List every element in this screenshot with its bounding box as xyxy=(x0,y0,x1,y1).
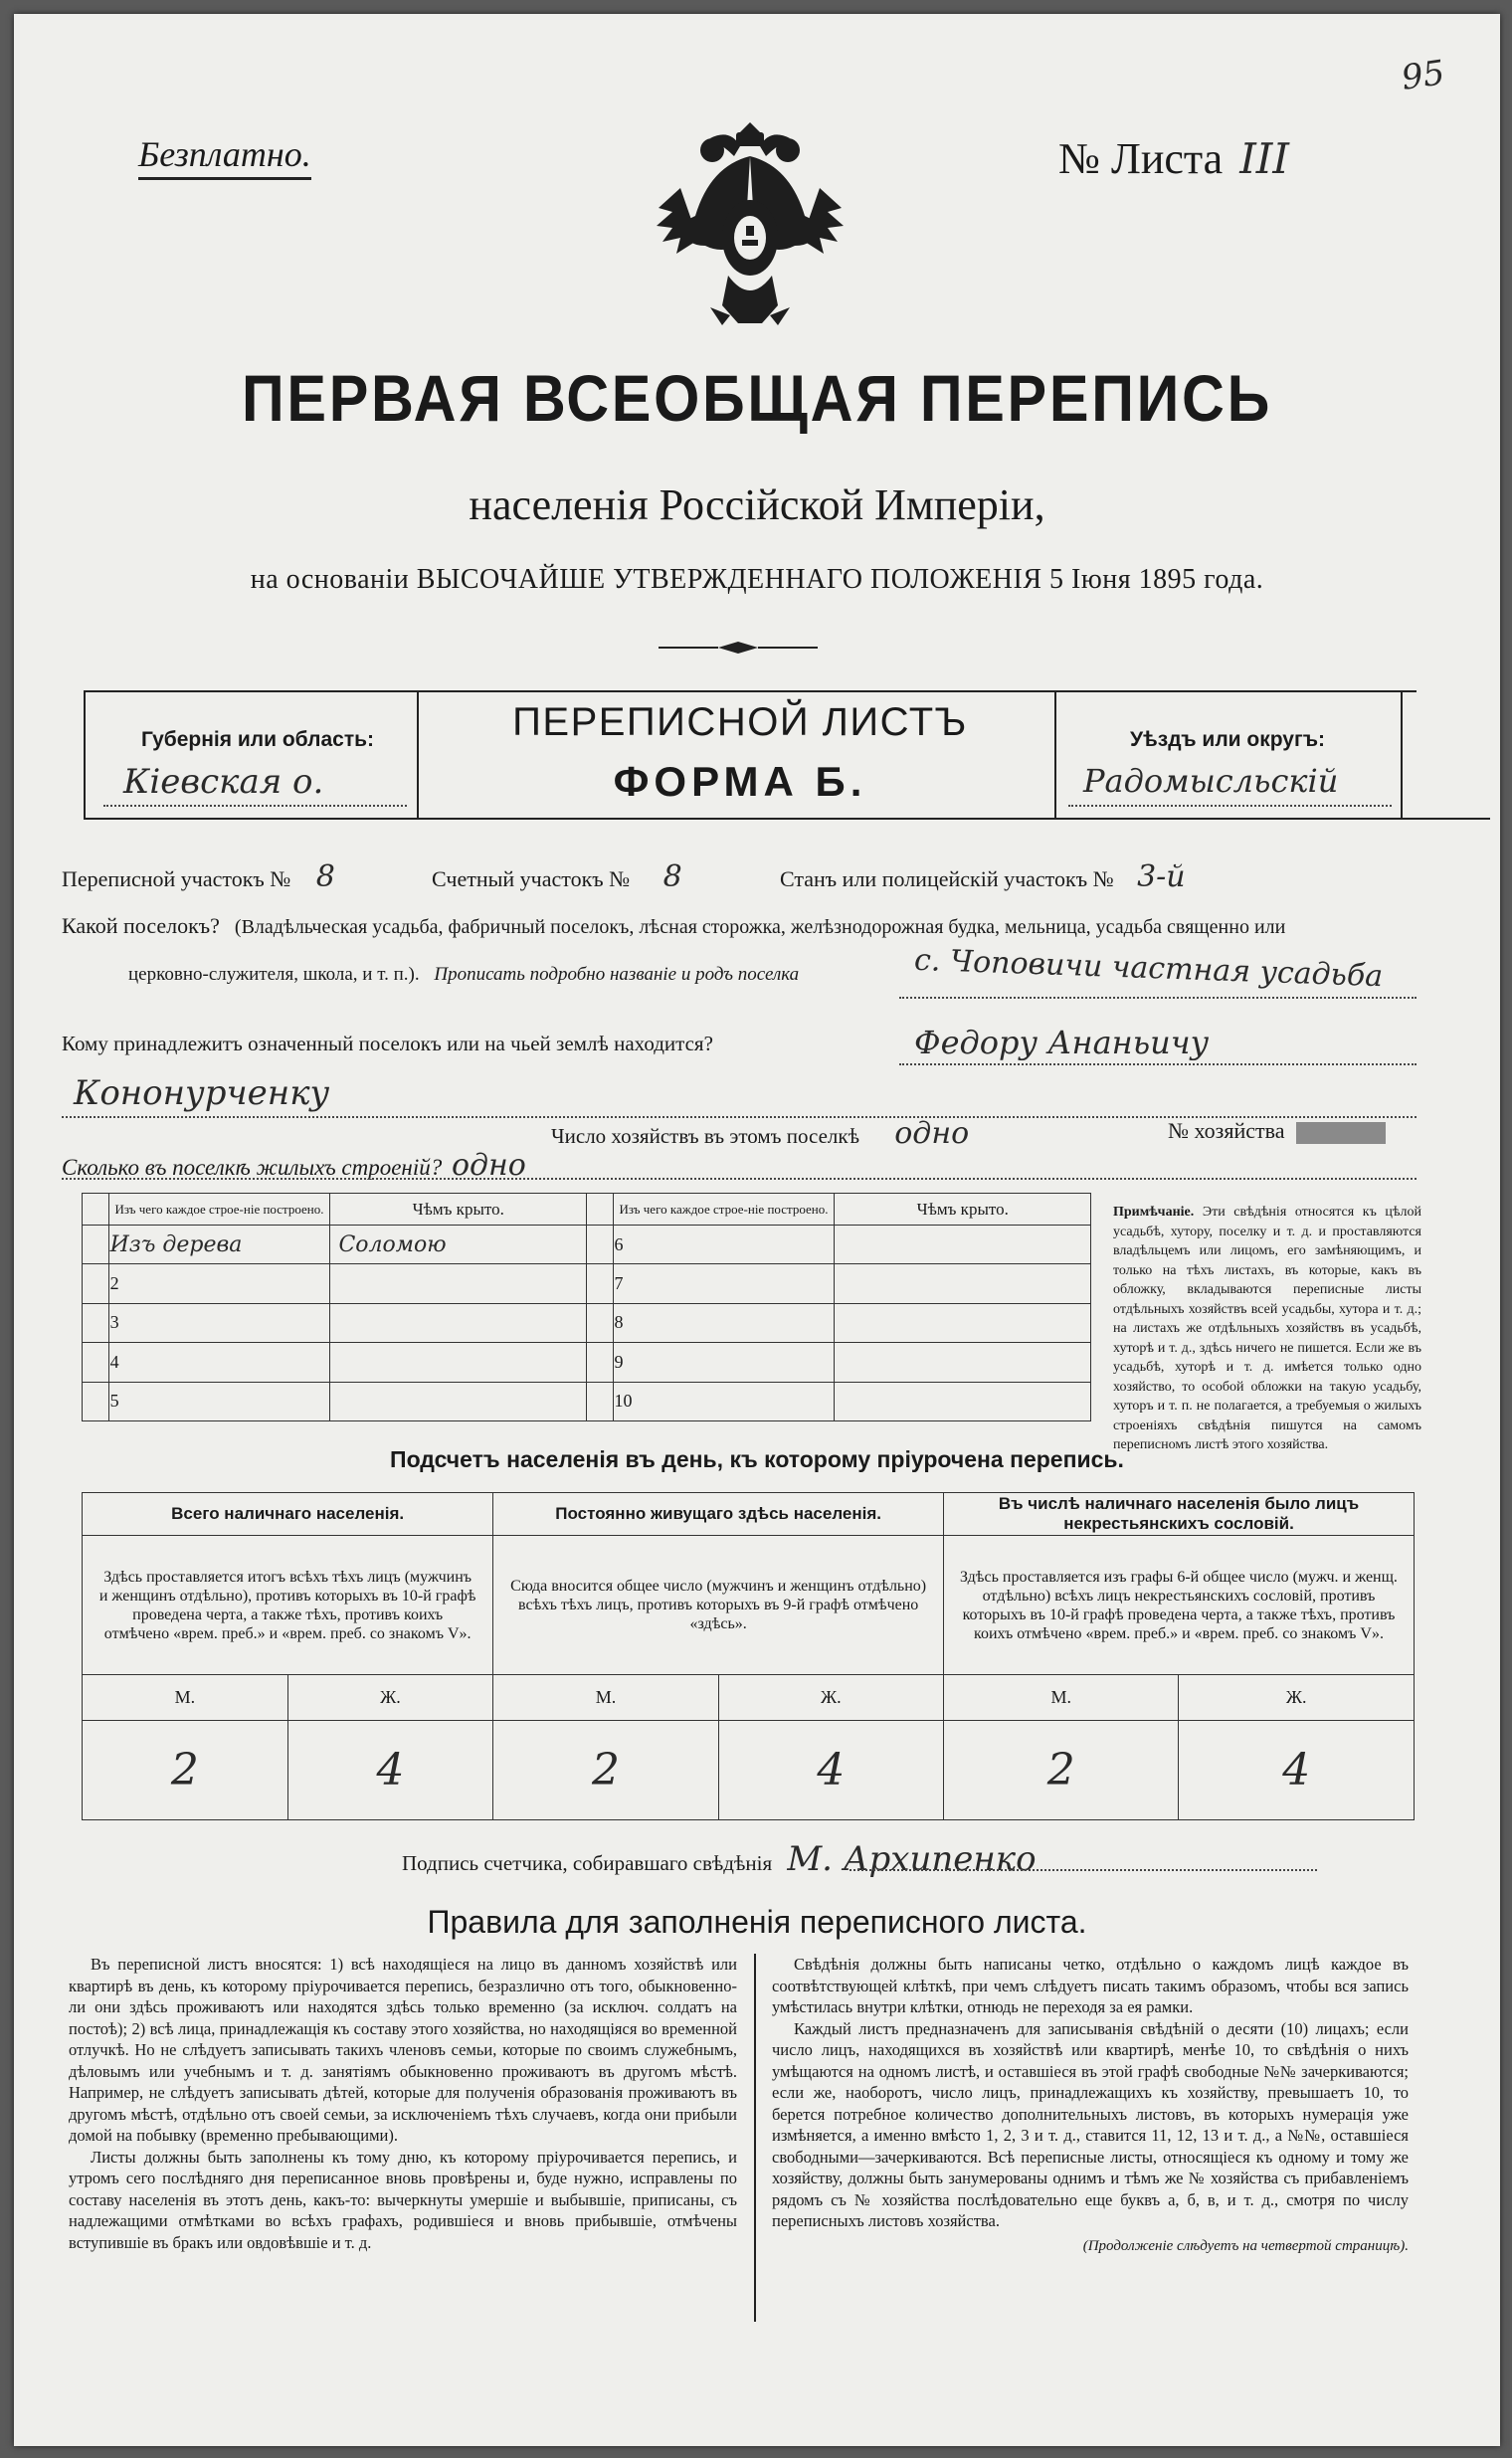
sheet-title: ПЕРЕПИСНОЙ ЛИСТЪ xyxy=(512,700,968,744)
households-field xyxy=(551,1116,969,1151)
census-section-label: Переписной участокъ № xyxy=(62,866,291,891)
district-line xyxy=(1068,805,1392,807)
pop-col3-title: Въ числѣ наличнаго населенія было лицъ некрестьянскихъ сословій. xyxy=(944,1493,1415,1536)
counting-section-value: 8 xyxy=(662,859,682,894)
table-row xyxy=(83,1264,1091,1303)
settlement-hint-1: (Владѣльческая усадьба, фабричный поселокъ, лѣсная сторожка, желѣзнодорожная будка, мельница, усадьба священно или xyxy=(234,916,1286,938)
form-box-divider-right xyxy=(1054,690,1056,820)
pop-col1-desc: Здѣсь проставляется итогъ всѣхъ тѣхъ лицъ (мужчинъ и женщинъ отдѣльно), противъ которыхъ въ 10-й графѣ проведена черта, а также тѣхъ, противъ коихъ отмѣчено «врем. преб.» и «врем. преб. со знакомъ V». xyxy=(83,1536,493,1675)
pop-col3-m-value: 2 xyxy=(944,1721,1179,1820)
sheet-number-value: III xyxy=(1239,134,1289,183)
double-headed-eagle-emblem xyxy=(651,108,850,357)
pop-col3-f-value: 4 xyxy=(1179,1721,1415,1820)
form-box-bottom-rule xyxy=(84,818,1490,820)
settlement-question: Какой поселокъ? xyxy=(62,913,220,938)
rules-left-column xyxy=(69,1954,737,2253)
table-row xyxy=(83,1303,1091,1342)
province-line xyxy=(103,805,407,807)
row10-number: 10 xyxy=(613,1382,835,1420)
settlement-hint-2: церковно-служителя, школа, и т. п.). xyxy=(128,964,420,985)
row9-number: 9 xyxy=(613,1343,835,1382)
table-row xyxy=(83,1382,1091,1420)
col-roof-header-2: Чѣмъ крыто. xyxy=(835,1194,1091,1226)
free-label: Безплатно. xyxy=(138,133,311,180)
note-label: Примѣчаніе. xyxy=(1113,1205,1195,1220)
rules-right-column xyxy=(772,1954,1409,2257)
owner-question: Кому принадлежитъ означенный поселокъ или на чьей землѣ находится? xyxy=(62,1032,713,1055)
col-material-header: Изъ чего каждое строе-ніе построено. xyxy=(108,1194,330,1226)
census-section-value: 8 xyxy=(315,859,335,894)
page-subtitle: населенія Россійской Имперіи, xyxy=(469,480,1045,529)
table-row xyxy=(83,1226,1091,1264)
province-label: Губернія или область: xyxy=(140,728,375,751)
rules-right-paragraph-2: Каждый листъ предназначенъ для записыванія свѣдѣній о десяти (10) лицахъ; если число лицъ, находящихся въ хозяйствѣ или квартирѣ, менѣе 10, то свѣдѣнія о нихъ умѣщаются на одномъ листѣ, и оставшіеся въ этой графѣ свободные №№ зачеркиваются; если же, наоборотъ, число лицъ, принадлежащихъ къ хозяйству, превышаетъ 10, то берется потребное количество дополнительныхъ листовъ, въ которыхъ нумерація уже измѣняется, а именно вмѣсто 1, 2, 3 и т. д., ставится 11, 12, 13 и т. д., а №№, оставшіеся свободными—зачеркиваются. Всѣ переписные листы, относящіеся къ одному и тому же хозяйству, должны быть занумерованы однимъ и тѣмъ же № хозяйства съ прибавленіемъ рядомъ съ № хозяйства послѣдовательно еще буквъ а, б, в, и т. д., смотря по числу переписныхъ листовъ хозяйства. xyxy=(772,2018,1409,2230)
form-box-right-rule xyxy=(1401,690,1403,820)
pop-col2-m-label: М. xyxy=(493,1675,718,1721)
pop-col3-m-label: М. xyxy=(944,1675,1179,1721)
police-section-value: 3-й xyxy=(1137,859,1186,894)
district-label: Уѣздъ или округъ: xyxy=(1129,728,1326,751)
census-sheet-page xyxy=(14,14,1500,2446)
pop-col2-f-label: Ж. xyxy=(718,1675,943,1721)
pop-col2-m-value: 2 xyxy=(493,1721,718,1820)
pop-col1-m-label: М. xyxy=(83,1675,288,1721)
form-box-left-rule xyxy=(84,690,86,820)
buildings-note xyxy=(1113,1203,1421,1455)
row3-number: 3 xyxy=(108,1303,330,1342)
police-section-label: Станъ или полицейскій участокъ № xyxy=(780,866,1114,891)
pop-col2-desc: Сюда вносится общее число (мужчинъ и женщинъ отдѣльно) всѣхъ тѣхъ лицъ, противъ которыхъ въ 9-й графѣ отмѣчено «здѣсь». xyxy=(493,1536,944,1675)
settlement-hint-row xyxy=(128,964,799,986)
pop-col1-m-value: 2 xyxy=(83,1721,288,1820)
population-heading: Подсчетъ населенія въ день, къ которому пріурочена перепись. xyxy=(390,1446,1124,1472)
rules-right-paragraph-1: Свѣдѣнія должны быть написаны четко, отдѣльно о каждомъ лицѣ каждое въ соотвѣтствующей клѣткѣ, при чемъ слѣдуетъ писать такимъ образомъ, чтобы вся запись умѣстилась внутри клѣтки, отнюдь не переходя за ея рамки. xyxy=(772,1955,1409,2016)
row2-number: 2 xyxy=(108,1264,330,1303)
ornament-divider xyxy=(659,641,818,655)
signature-line xyxy=(850,1869,1317,1871)
pop-col3-f-label: Ж. xyxy=(1179,1675,1415,1721)
page-number: 95 xyxy=(1399,53,1447,98)
household-number-label: № хозяйства xyxy=(1168,1118,1285,1143)
police-section-field xyxy=(780,859,1186,894)
pop-col1-f-label: Ж. xyxy=(287,1675,493,1721)
row7-number: 7 xyxy=(613,1264,835,1303)
pop-col3-desc: Здѣсь проставляется изъ графы 6-й общее число (мужч. и женщ. отдѣльно) всѣхъ лицъ некрестьянскихъ сословій, противъ которыхъ въ 10-й графѣ проведена черта, а также тѣхъ, противъ коихъ отмѣчено «врем. преб.» и «врем. преб. со знакомъ V». xyxy=(944,1536,1415,1675)
rules-continuation: (Продолженіе слѣдуетъ на четвертой страницѣ). xyxy=(1082,2237,1409,2254)
rules-left-paragraph-2: Листы должны быть заполнены къ тому дню, къ которому пріурочивается перепись, и утромъ сего послѣдняго дня переписанное вновь провѣрены и, буде нужно, исправлены по составу населенія въ этотъ день, какъ-то: вычеркнуты умершіе и выбывшіе, приписаны, съ надлежащими отмѣтками во всѣхъ графахъ, родившіеся и вновь прибывшіе, отмѣчены вступившіе въ бракъ или овдовѣвшіе и т. д. xyxy=(69,2147,737,2252)
district-value: Радомысльскій xyxy=(1083,762,1339,800)
population-table xyxy=(82,1492,1415,1820)
pop-col2-title: Постоянно живущаго здѣсь населенія. xyxy=(493,1493,944,1536)
owner-value-2: Кононурченку xyxy=(74,1073,330,1113)
households-label: Число хозяйствъ въ этомъ поселкѣ xyxy=(551,1124,859,1148)
settlement-value: с. Чоповичи частная усадьба xyxy=(913,942,1384,995)
rules-left-paragraph-1: Въ переписной листъ вносятся: 1) всѣ находящіеся на лицо въ данномъ хозяйствѣ или квартирѣ въ день, къ которому пріурочивается перепись, безразлично отъ того, обыкновенно-ли они здѣсь проживаютъ или находятся здѣсь только временно (за исключ. солдатъ на постоѣ); 2) всѣ лица, принадлежащія къ составу этого хозяйства, но находящіяся во временной отлучкѣ. Но не слѣдуетъ записывать такихъ членовъ семьи, которые по своимъ служебнымъ, дѣловымъ или учебнымъ и т. д. занятіямъ обыкновенно проживаютъ въ другомъ мѣстѣ. Например, не слѣдуетъ записывать дѣтей, которые для полученія образованія проживаютъ въ другомъ мѣстѣ, отдѣльно отъ своей семьи, за исключеніемъ тѣхъ случаевъ, когда они прибыли домой на побывку (временно пребывающими). xyxy=(69,1955,737,2145)
household-number-blot xyxy=(1296,1122,1386,1144)
note-text: Эти свѣдѣнія относятся къ цѣлой усадьбѣ, хутору, поселку и т. д. и проставляются владѣльцемъ или лицомъ, его замѣняющимъ, и только на тѣхъ листахъ, въ которые, какъ въ обложку, вкладываются переписные листы отдѣльныхъ хозяйствъ всей усадьбы, хутора и т. д.; на листахъ же отдѣльныхъ хозяйствъ въ усадьбѣ, хуторѣ и т. д., здѣсь ничего не пишется. Если же въ усадьбѣ, хуторѣ и т. д. имѣется только одно хозяйство, то особой обложки на такую усадьбу, хуторъ и т. п. не полагается, а требуемыя о жилыхъ строеніяхъ свѣдѣнія пишутся на самомъ переписномъ листѣ этого хозяйства. xyxy=(1113,1205,1422,1452)
signature-label: Подпись счетчика, собиравшаго свѣдѣнія xyxy=(402,1851,773,1875)
form-box-divider-left xyxy=(417,690,419,820)
households-value: одно xyxy=(894,1116,970,1151)
buildings-question: Сколько въ поселкѣ жилыхъ строеній? xyxy=(62,1155,443,1180)
counting-section-field xyxy=(432,859,682,894)
counter-signature-field xyxy=(402,1839,1037,1879)
buildings-value: одно xyxy=(451,1148,526,1183)
legal-basis: на основаніи ВЫСОЧАЙШЕ УТВЕРЖДЕННАГО ПОЛОЖЕНІЯ 5 Іюня 1895 года. xyxy=(250,564,1264,595)
form-label: ФОРМА Б. xyxy=(613,758,867,805)
row8-number: 8 xyxy=(613,1303,835,1342)
pop-col2-f-value: 4 xyxy=(718,1721,943,1820)
row6-number: 6 xyxy=(613,1226,835,1264)
col-material-header-2: Изъ чего каждое строе-ніе построено. xyxy=(613,1194,835,1226)
page-title: ПЕРВАЯ ВСЕОБЩАЯ ПЕРЕПИСЬ xyxy=(242,361,1272,435)
sheet-number xyxy=(1058,133,1289,184)
buildings-line xyxy=(62,1178,1417,1180)
census-section-field xyxy=(62,859,335,894)
form-box-top-rule xyxy=(84,690,1417,692)
settlement-line xyxy=(899,997,1417,999)
sheet-number-label: № Листа xyxy=(1058,134,1224,183)
row1-roof: Соломою xyxy=(330,1226,587,1264)
settlement-question-row xyxy=(62,913,1285,939)
signature-value: М. Архипенко xyxy=(787,1839,1037,1879)
owner-value-1: Федору Ананьичу xyxy=(914,1024,1210,1061)
row4-number: 4 xyxy=(108,1343,330,1382)
pop-col1-title: Всего наличнаго населенія. xyxy=(83,1493,493,1536)
owner-line-1 xyxy=(899,1063,1417,1065)
household-number-field xyxy=(1168,1118,1386,1144)
province-value: Кіевская о. xyxy=(123,762,324,802)
col-roof-header: Чѣмъ крыто. xyxy=(330,1194,587,1226)
rules-column-divider xyxy=(754,1954,756,2322)
rules-title: Правила для заполненія переписного листа. xyxy=(427,1904,1087,1940)
settlement-instruction: Прописать подробно названіе и родъ поселка xyxy=(434,964,800,985)
row1-material: Изъ дерева xyxy=(108,1226,330,1264)
counting-section-label: Счетный участокъ № xyxy=(432,866,631,891)
row5-number: 5 xyxy=(108,1382,330,1420)
pop-col1-f-value: 4 xyxy=(287,1721,493,1820)
buildings-table xyxy=(82,1193,1091,1421)
table-row xyxy=(83,1343,1091,1382)
